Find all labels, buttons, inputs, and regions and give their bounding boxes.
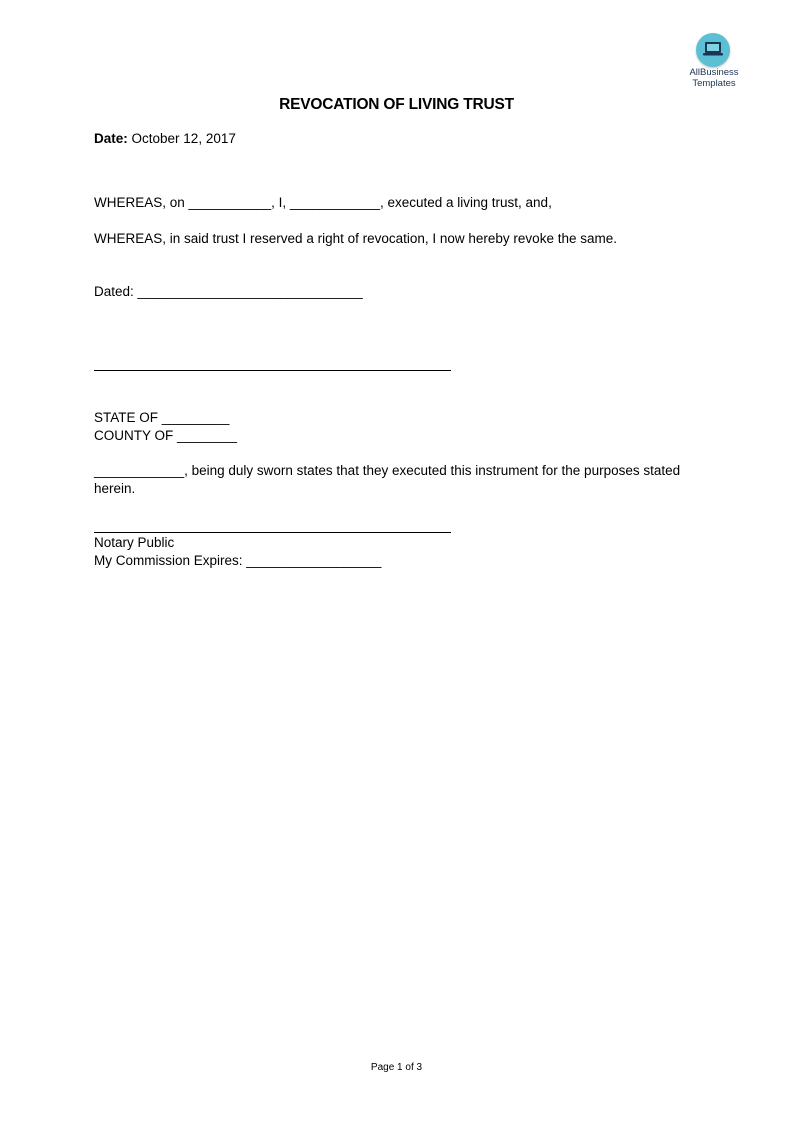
- sworn-statement-line-2: herein.: [94, 481, 136, 496]
- date-label: Date:: [94, 131, 128, 146]
- logo-line-1: AllBusiness: [689, 67, 739, 78]
- sworn-statement-line-1: ____________, being duly sworn states that they executed this instrument for the purposes stated: [94, 463, 681, 478]
- signature-line: [94, 370, 451, 371]
- whereas-clause-1: WHEREAS, on ___________, I, ____________, executed a living trust, and,: [94, 195, 552, 210]
- page-number: Page 1 of 3: [370, 1062, 423, 1073]
- date-value: October 12, 2017: [131, 131, 236, 146]
- state-of-line: STATE OF _________: [94, 410, 230, 425]
- logo-badge: [696, 33, 730, 67]
- commission-expires-line: My Commission Expires: __________________: [94, 553, 382, 568]
- dated-line: Dated: ______________________________: [94, 284, 363, 299]
- logo-line-2: Templates: [692, 77, 736, 89]
- logo-text: [676, 68, 752, 89]
- whereas-clause-2: WHEREAS, in said trust I reserved a right of revocation, I now hereby revoke the same.: [94, 231, 617, 246]
- county-of-line: COUNTY OF ________: [94, 428, 238, 443]
- date-line: [94, 131, 236, 146]
- laptop-icon: [702, 40, 724, 58]
- notary-signature-line: [94, 532, 451, 533]
- notary-public-label: Notary Public: [94, 535, 175, 550]
- document-title: REVOCATION OF LIVING TRUST: [279, 96, 514, 113]
